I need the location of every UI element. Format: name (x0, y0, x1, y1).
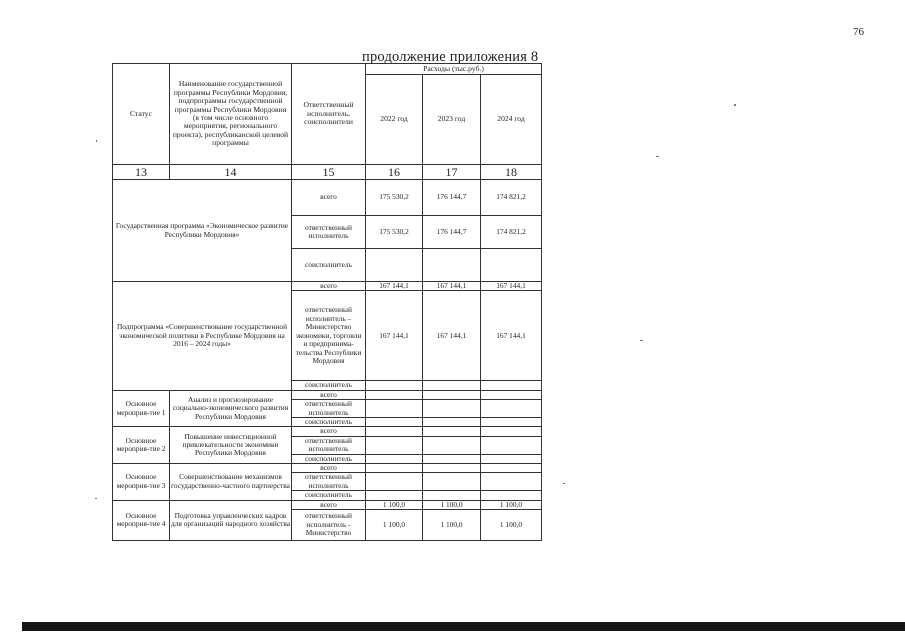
table-row (113, 500, 542, 509)
scan-bottom-edge (22, 622, 905, 631)
page-number: 76 (853, 26, 864, 38)
program-title: Государственная программа «Экономическое развитие Республики Мордовия» (113, 180, 292, 282)
cell-2024: 167 144,1 (481, 282, 542, 291)
cell-2023: 1 100,0 (423, 510, 481, 541)
row-role: ответственный исполнитель (292, 400, 366, 418)
col-number-17: 17 (423, 165, 481, 180)
table-row (113, 390, 542, 399)
row-role: всего (292, 390, 366, 399)
cell-2023: 1 100,0 (423, 500, 481, 509)
row-role: соисполнитель (292, 454, 366, 463)
table-row (113, 282, 542, 291)
header-year-2024: 2024 год (481, 75, 542, 165)
col-number-15: 15 (292, 165, 366, 180)
appendix-caption: продолжение приложения 8 (362, 49, 539, 65)
cell-2022 (366, 491, 423, 500)
cell-2024: 174 821,2 (481, 216, 542, 249)
cell-2023 (423, 249, 481, 282)
subprogram-title: Подпрограмма «Совершенствование государственной экономической политики в Республике Мордовия на 2016 – 2024 годы» (113, 282, 292, 391)
row-role: всего (292, 180, 366, 216)
cell-2023 (423, 390, 481, 399)
table-row (113, 180, 542, 216)
cell-2022: 167 144,1 (366, 282, 423, 291)
measure-name: Анализ и прогнозирование социально-экономического развития Республики Мордовия (170, 390, 292, 427)
cell-2022: 175 530,2 (366, 216, 423, 249)
row-role: ответственный исполнитель – Министерство экономики, торговли и предпринима-тельства Республики Мордовия (292, 291, 366, 381)
expenses-table (112, 63, 542, 541)
header-status: Статус (113, 64, 170, 165)
scan-speck (95, 498, 97, 499)
measure-name: Совершенствование механизмов государственно-частного партнерства (170, 464, 292, 501)
row-role: всего (292, 500, 366, 509)
cell-2022 (366, 473, 423, 491)
cell-2022 (366, 418, 423, 427)
cell-2023 (423, 454, 481, 463)
cell-2023 (423, 473, 481, 491)
cell-2022: 167 144,1 (366, 291, 423, 381)
cell-2024 (481, 418, 542, 427)
cell-2023: 167 144,1 (423, 282, 481, 291)
row-role: ответственный исполнитель (292, 216, 366, 249)
row-role: соисполнитель (292, 418, 366, 427)
cell-2022: 1 100,0 (366, 500, 423, 509)
scan-speck (96, 140, 97, 142)
cell-2024 (481, 491, 542, 500)
cell-2024 (481, 464, 542, 473)
scan-speck (656, 156, 659, 157)
cell-2023 (423, 400, 481, 418)
col-number-14: 14 (170, 165, 292, 180)
cell-2022 (366, 454, 423, 463)
row-role: всего (292, 427, 366, 436)
cell-2022: 175 530,2 (366, 180, 423, 216)
cell-2023 (423, 464, 481, 473)
row-role: всего (292, 282, 366, 291)
cell-2023 (423, 436, 481, 454)
cell-2024 (481, 436, 542, 454)
cell-2023: 176 144,7 (423, 216, 481, 249)
row-role: соисполнитель (292, 249, 366, 282)
cell-2023 (423, 427, 481, 436)
cell-2024: 1 100,0 (481, 500, 542, 509)
measure-status: Основное мероприя-тие 3 (113, 464, 170, 501)
scan-speck (640, 340, 643, 341)
cell-2023: 167 144,1 (423, 291, 481, 381)
cell-2022 (366, 400, 423, 418)
scan-speck (563, 483, 565, 484)
cell-2022 (366, 436, 423, 454)
row-role: ответственный исполнитель - Министерство (292, 510, 366, 541)
row-role: ответственный исполнитель (292, 473, 366, 491)
cell-2023: 176 144,7 (423, 180, 481, 216)
cell-2022: 1 100,0 (366, 510, 423, 541)
cell-2024 (481, 400, 542, 418)
cell-2022 (366, 390, 423, 399)
table-row (113, 464, 542, 473)
col-number-18: 18 (481, 165, 542, 180)
cell-2024: 1 100,0 (481, 510, 542, 541)
cell-2024 (481, 473, 542, 491)
cell-2022 (366, 464, 423, 473)
measure-status: Основное мероприя-тие 4 (113, 500, 170, 540)
cell-2024 (481, 390, 542, 399)
measure-status: Основное мероприя-тие 1 (113, 390, 170, 427)
col-number-13: 13 (113, 165, 170, 180)
row-role: соисполнитель (292, 381, 366, 390)
row-role: ответственный исполнитель (292, 436, 366, 454)
cell-2024 (481, 427, 542, 436)
header-name: Наименование государственной программы Республики Мордовия, подпрограммы государственной программы Республики Мордовия (в том числе основного мероприятия, регионального проекта), республиканской целевой программы (170, 64, 292, 165)
row-role: соисполнитель (292, 491, 366, 500)
cell-2022 (366, 427, 423, 436)
cell-2024 (481, 454, 542, 463)
measure-name: Подготовка управленческих кадров для организаций народного хозяйства (170, 500, 292, 540)
cell-2024: 167 144,1 (481, 291, 542, 381)
cell-2023 (423, 491, 481, 500)
cell-2022 (366, 249, 423, 282)
header-year-2023: 2023 год (423, 75, 481, 165)
cell-2023 (423, 381, 481, 390)
row-role: всего (292, 464, 366, 473)
cell-2023 (423, 418, 481, 427)
cell-2024 (481, 249, 542, 282)
header-year-2022: 2022 год (366, 75, 423, 165)
cell-2022 (366, 381, 423, 390)
header-executor: Ответственный исполнитель, соисполнители (292, 64, 366, 165)
col-number-16: 16 (366, 165, 423, 180)
cell-2024: 174 821,2 (481, 180, 542, 216)
header-expenses: Расходы (тыс.руб.) (366, 64, 542, 75)
scan-speck (734, 104, 736, 106)
measure-status: Основное мероприя-тие 2 (113, 427, 170, 464)
measure-name: Повышение инвестиционной привлекательности экономики Республики Мордовия (170, 427, 292, 464)
table-row (113, 427, 542, 436)
cell-2024 (481, 381, 542, 390)
